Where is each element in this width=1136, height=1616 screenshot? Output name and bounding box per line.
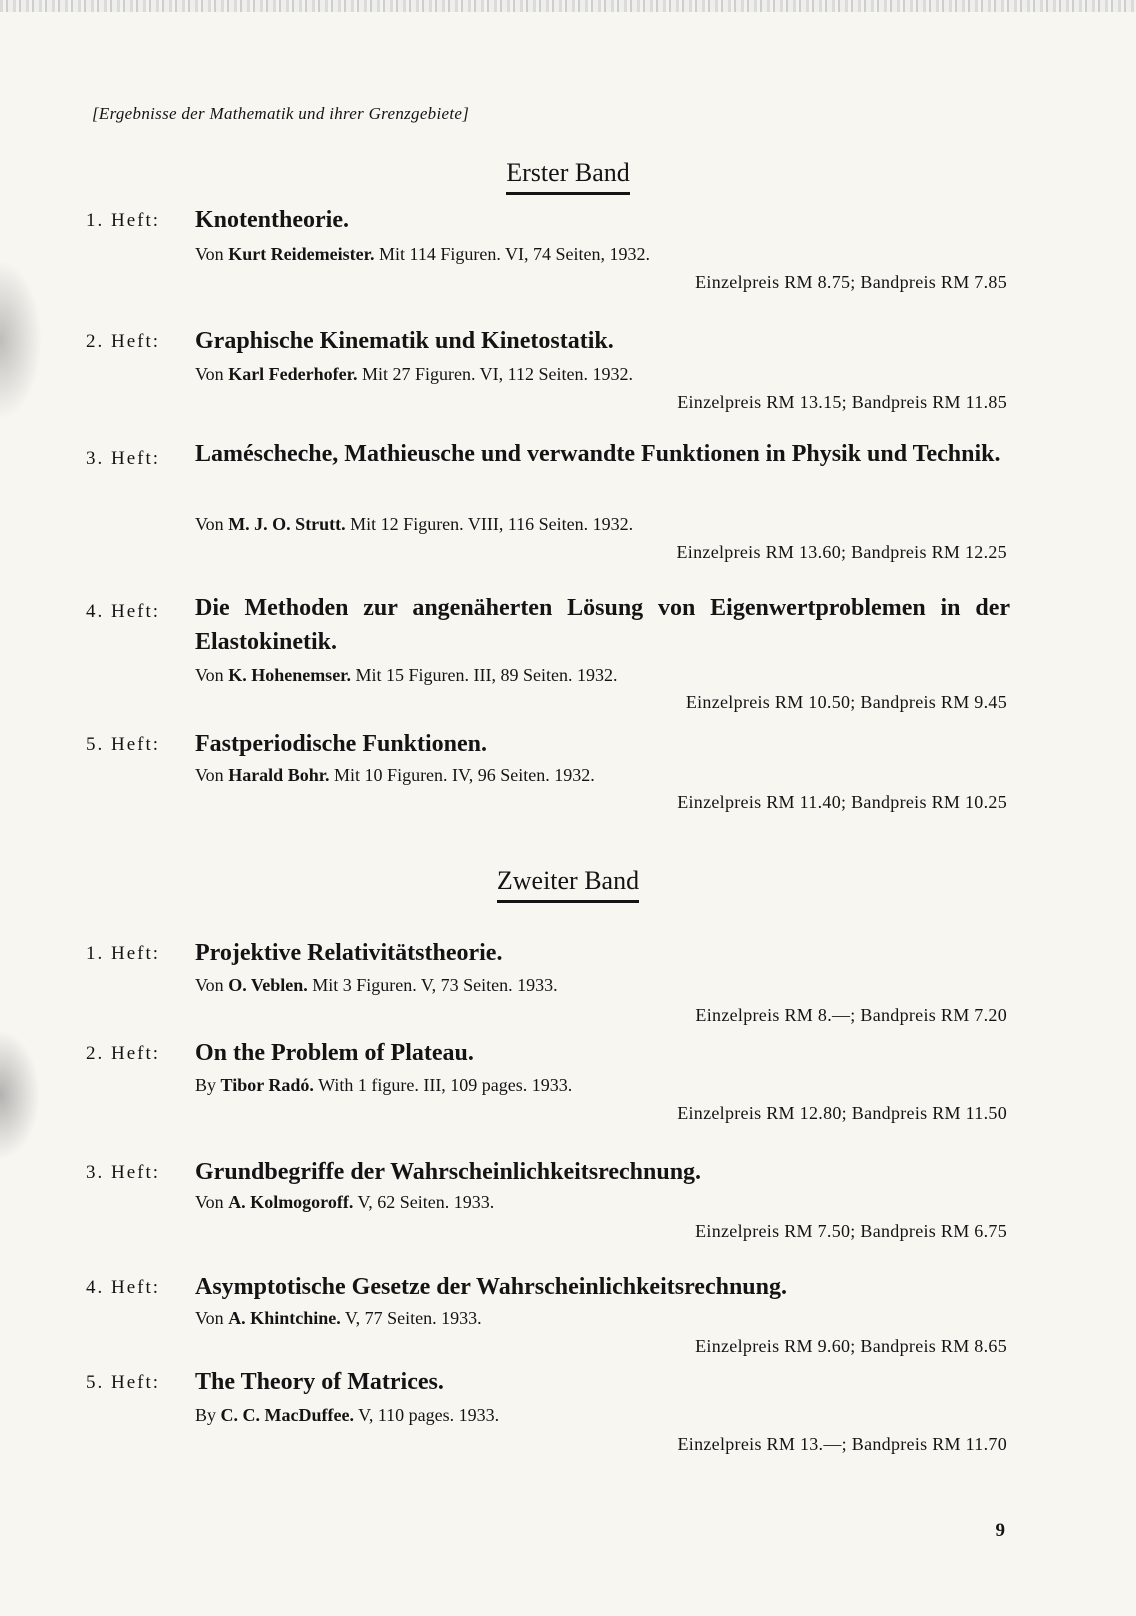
entry-author-line: Von Karl Federhofer. Mit 27 Figuren. VI, 112 Seiten. 1932. bbox=[195, 364, 633, 384]
entry-price: Einzelpreis RM 8.75; Bandpreis RM 7.85 bbox=[695, 272, 1007, 292]
entry-author-line: Von Harald Bohr. Mit 10 Figuren. IV, 96 Seiten. 1932. bbox=[195, 765, 595, 785]
heft-number: 5. Heft: bbox=[86, 1372, 161, 1393]
band-heading-zweiter: Zweiter Band bbox=[0, 866, 1136, 903]
entry-price: Einzelpreis RM 9.60; Bandpreis RM 8.65 bbox=[695, 1336, 1007, 1356]
scan-edge-noise bbox=[0, 0, 1136, 12]
entry-title: Asymptotische Gesetze der Wahrscheinlichkeitsrechnung. bbox=[195, 1274, 787, 1300]
entry-title: Die Methoden zur angenäherten Lösung von Eigenwertproblemen in der Elastokinetik. bbox=[195, 595, 1010, 655]
entry-price: Einzelpreis RM 12.80; Bandpreis RM 11.50 bbox=[677, 1103, 1007, 1123]
entry-title: Laméscheche, Mathieusche und verwandte Funktionen in Physik und Technik. bbox=[195, 441, 1001, 467]
scan-edge-shadow bbox=[0, 1030, 40, 1160]
entry-author-line: Von M. J. O. Strutt. Mit 12 Figuren. VIII, 116 Seiten. 1932. bbox=[195, 514, 634, 534]
page-number: 9 bbox=[995, 1520, 1005, 1541]
entry-price: Einzelpreis RM 11.40; Bandpreis RM 10.25 bbox=[677, 792, 1007, 812]
entry-price: Einzelpreis RM 7.50; Bandpreis RM 6.75 bbox=[695, 1221, 1007, 1241]
entry-title: Grundbegriffe der Wahrscheinlichkeitsrechnung. bbox=[195, 1159, 702, 1185]
entry-title: Knotentheorie. bbox=[195, 207, 349, 233]
entry-title: Projektive Relativitätstheorie. bbox=[195, 940, 503, 966]
entry-price: Einzelpreis RM 13.15; Bandpreis RM 11.85 bbox=[677, 392, 1007, 412]
heft-number: 1. Heft: bbox=[86, 210, 161, 231]
entry-author-line: Von A. Khintchine. V, 77 Seiten. 1933. bbox=[195, 1308, 482, 1328]
entry-price: Einzelpreis RM 10.50; Bandpreis RM 9.45 bbox=[685, 692, 1007, 712]
entry-title: Graphische Kinematik und Kinetostatik. bbox=[195, 328, 614, 354]
series-title: [Ergebnisse der Mathematik und ihrer Grenzgebiete] bbox=[92, 104, 470, 123]
entry-author-line: Von A. Kolmogoroff. V, 62 Seiten. 1933. bbox=[195, 1192, 495, 1212]
entry-price: Einzelpreis RM 8.—; Bandpreis RM 7.20 bbox=[695, 1005, 1007, 1025]
heft-number: 4. Heft: bbox=[86, 601, 161, 622]
entry-title: The Theory of Matrices. bbox=[195, 1369, 444, 1395]
entry-author-line: Von K. Hohenemser. Mit 15 Figuren. III, 89 Seiten. 1932. bbox=[195, 665, 618, 685]
heft-number: 2. Heft: bbox=[86, 331, 161, 352]
scan-edge-shadow bbox=[0, 260, 42, 420]
entry-title: Fastperiodische Funktionen. bbox=[195, 731, 488, 757]
entry-price: Einzelpreis RM 13.—; Bandpreis RM 11.70 bbox=[677, 1434, 1007, 1454]
heft-number: 2. Heft: bbox=[86, 1043, 161, 1064]
entry-author-line: By Tibor Radó. With 1 figure. III, 109 pages. 1933. bbox=[195, 1075, 573, 1095]
heft-number: 5. Heft: bbox=[86, 734, 161, 755]
entry-author-line: By C. C. MacDuffee. V, 110 pages. 1933. bbox=[195, 1405, 500, 1425]
heft-number: 1. Heft: bbox=[86, 943, 161, 964]
entry-title: On the Problem of Plateau. bbox=[195, 1040, 474, 1066]
heft-number: 3. Heft: bbox=[86, 1162, 161, 1183]
entry-author-line: Von O. Veblen. Mit 3 Figuren. V, 73 Seiten. 1933. bbox=[195, 975, 558, 995]
heft-number: 4. Heft: bbox=[86, 1277, 161, 1298]
entry-author-line: Von Kurt Reidemeister. Mit 114 Figuren. VI, 74 Seiten, 1932. bbox=[195, 244, 650, 264]
heft-number: 3. Heft: bbox=[86, 448, 161, 469]
entry-price: Einzelpreis RM 13.60; Bandpreis RM 12.25 bbox=[676, 542, 1007, 562]
band-heading-erster: Erster Band bbox=[0, 158, 1136, 195]
